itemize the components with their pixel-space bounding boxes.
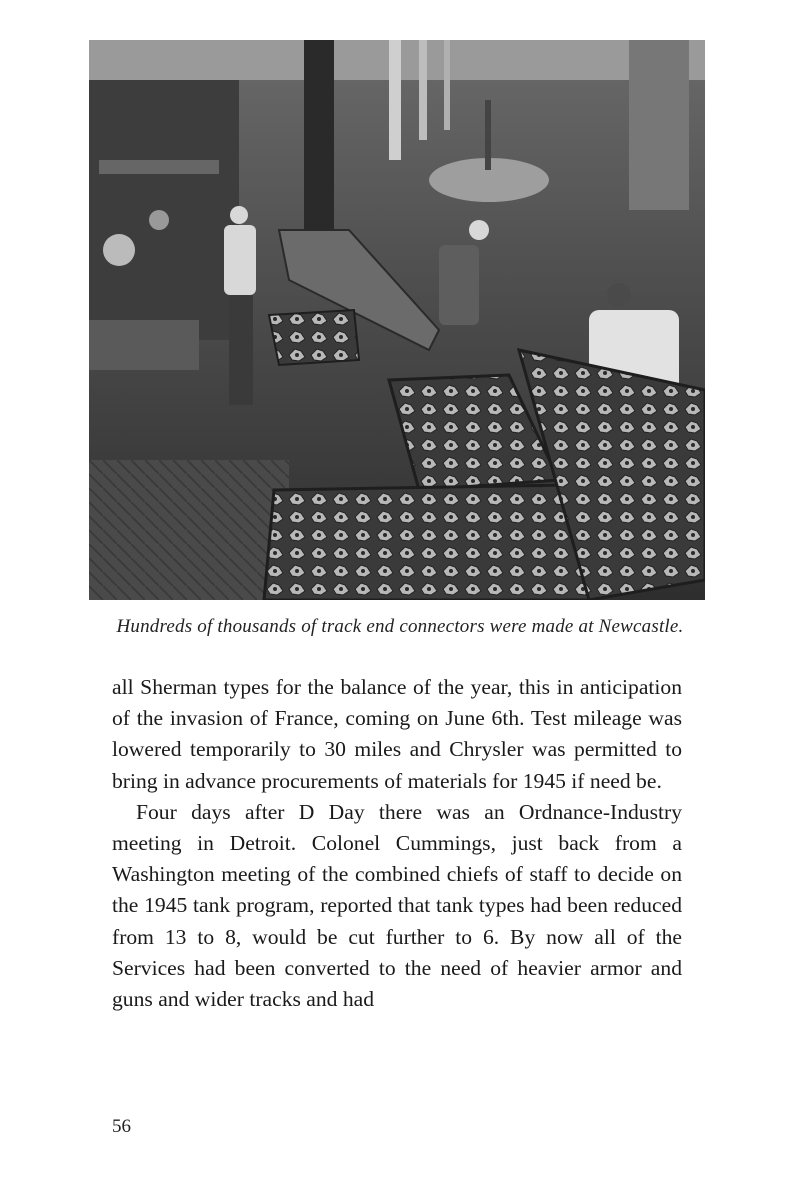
paragraph-2: Four days after D Day there was an Ordnance-Industry meeting in Detroit. Colonel Cummings, just back from a Washington meeting of the combined chiefs of staff to decide on the 1945 tank program, reported that tank types had been reduced from 13 to 8, would be cut further to 6. By now all of the Services had been converted to the need of heavier armor and guns and wider tracks and had	[112, 799, 682, 1012]
page-number: 56	[112, 1116, 131, 1137]
figure-caption: Hundreds of thousands of track end connectors were made at Newcastle.	[116, 616, 684, 637]
body-text	[112, 672, 682, 1015]
factory-photo	[89, 40, 705, 600]
factory-photo-illustration	[89, 40, 705, 600]
paragraph-1: all Sherman types for the balance of the year, this in anticipation of the invasion of France, coming on June 6th. Test mileage was lowered temporarily to 30 miles and Chrysler was permitted to bring in advance procurements of materials for 1945 if need be.	[112, 675, 682, 793]
